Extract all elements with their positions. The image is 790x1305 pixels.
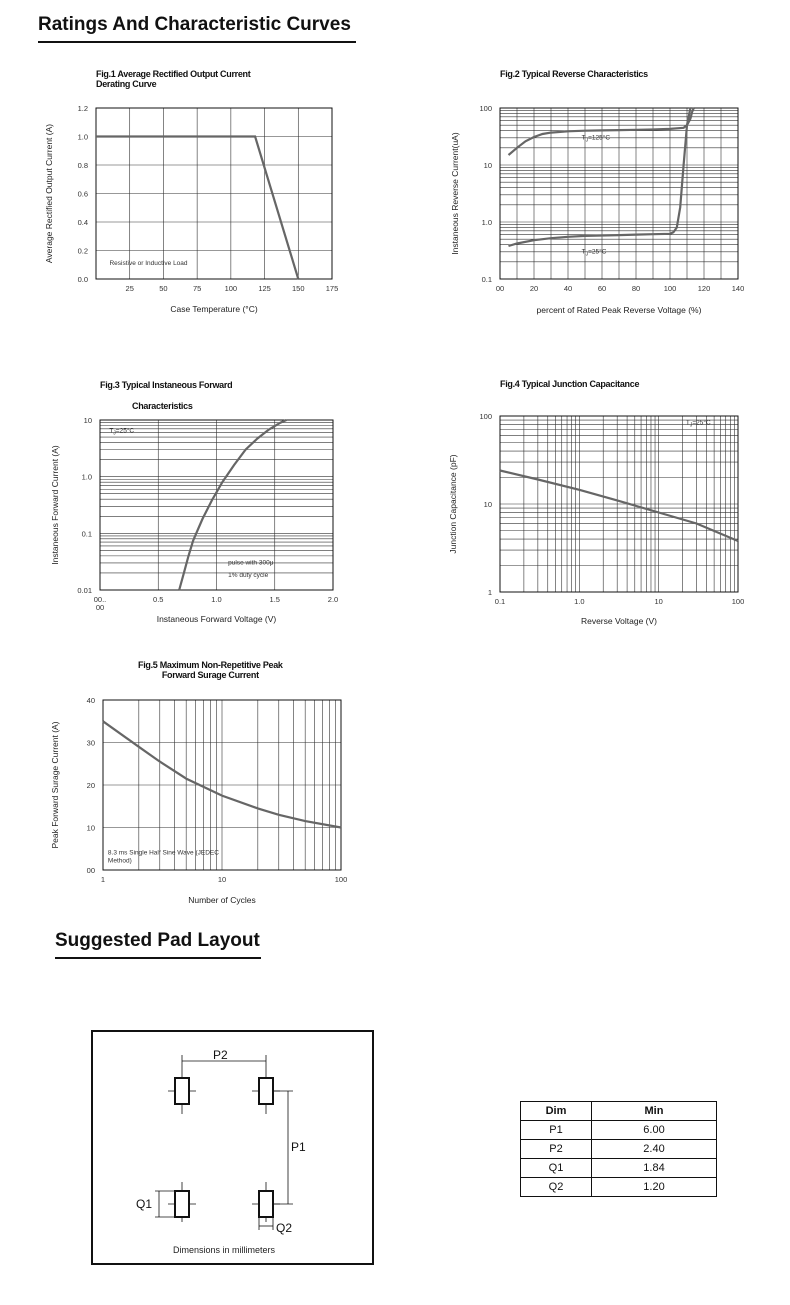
dimension-table [520,1101,717,1197]
y-axis-label: Average Rectified Output Current (A) [44,123,54,264]
pad-bottom-right [259,1191,273,1217]
y-tick-label: 0.6 [77,189,88,199]
table-cell-min: 6.00 [592,1121,717,1140]
pad-top-right [259,1078,273,1104]
y-tick-label: 1 [487,588,492,597]
y-tick-label: 10 [483,500,492,509]
x-tick-label: 10 [217,875,227,884]
y-tick-label: 0.4 [77,218,88,227]
y-tick-label: 1.2 [77,104,88,113]
x-tick-label: 1.0 [574,597,585,606]
table-cell-min: 1.84 [592,1159,717,1178]
y-tick-label: 100 [479,412,492,421]
chart-annotation: $T_J=25^\circ C$ [581,248,607,258]
q1-label: Q1 [136,1197,153,1211]
y-tick-label: 40 [86,696,95,705]
fig3-title-line: Fig.3 Typical Instaneous Forward [100,380,233,390]
x-tick-label: 60 [597,284,607,293]
fig5-title-line: Fig.5 Maximum Non-Repetitive Peak [138,660,283,670]
x-axis-label: Instaneous Forward Voltage (V) [156,614,277,624]
p2-label: P2 [213,1048,228,1062]
y-tick-label: 100 [479,104,492,113]
y-tick-label: 0.1 [481,275,492,284]
y-tick-label: 10 [83,416,92,425]
chart-annotation: Resistive or Inductive Load [109,259,188,267]
x-tick-label: 1.5 [269,595,280,604]
x-axis-label: percent of Rated Peak Reverse Voltage (%) [536,305,702,315]
x-tick-label: 175 [325,284,339,293]
table-row [521,1121,717,1140]
table-cell-min: 2.40 [592,1140,717,1159]
x-tick-label: 25 [125,284,134,293]
chart-annotation: pulse with 300μ [228,559,274,567]
y-tick-label: 0.0 [77,275,88,284]
y-axis-label: Instaneous Reverse Current(uA) [450,132,460,255]
table-cell-dim: Q2 [521,1178,592,1197]
table-row [521,1178,717,1197]
y-axis-label: Instaneous Forward Current (A) [50,445,60,565]
y-tick-label: 1.0 [481,218,492,227]
x-tick-label: 125 [258,284,271,293]
page-title: Ratings And Characteristic Curves [38,14,356,43]
y-tick-label: 00 [86,866,95,875]
table-header-min: Min [592,1102,717,1121]
table-cell-min: 1.20 [592,1178,717,1197]
chart-annotation: Method) [107,857,132,865]
fig5-grid [103,700,341,870]
y-axis-label: Junction Capacitance (pF) [448,454,458,554]
x-tick-label: 75 [192,284,202,293]
table-cell-dim: P1 [521,1121,592,1140]
y-tick-label: 10 [483,161,492,170]
x-tick-label: 0.1 [494,597,506,606]
x-tick-label: 100 [731,597,745,606]
x-tick-label: 0.5 [153,595,164,604]
x-tick-label: 1.0 [211,595,222,604]
chart-annotation: $T_J=25^\circ C$ [109,427,135,437]
y-tick-label: 30 [86,738,95,748]
pad-layout-title: Suggested Pad Layout [55,930,261,959]
y-tick-label: 1.0 [77,132,88,142]
y-tick-label: 0.1 [81,529,92,539]
x-tick-label: 100 [663,284,677,293]
x-tick-label: 10 [654,597,663,606]
fig4-title-line: Fig.4 Typical Junction Capacitance [500,379,640,389]
x-axis-label: Reverse Voltage (V) [580,616,658,626]
y-tick-label: 20 [86,781,95,790]
pad-layout-drawing [93,1032,376,1267]
fig2-title-line: Fig.2 Typical Reverse Characteristics [500,69,648,79]
y-tick-label: 0.2 [77,246,88,256]
chart-annotation: 8.3 ms Single Half Sine Wave (JEDEC [107,849,219,857]
chart-annotation: $T_J=25^\circ C$ [685,419,711,429]
x-tick-label: 00.. 00 [93,595,107,612]
x-tick-label: 100 [224,284,238,293]
fig5-title-line: Forward Surage Current [161,670,259,680]
q2-label: Q2 [276,1221,293,1235]
chart-annotation: 1% duty cycle [228,571,269,579]
y-tick-label: 10 [86,823,95,833]
y-tick-label: 0.01 [77,586,92,595]
x-axis-label: Case Temperature (°C) [170,304,258,314]
y-tick-label: 1.0 [81,472,92,482]
x-tick-label: 120 [697,284,711,293]
table-header-row [521,1102,717,1121]
x-tick-label: 2.0 [327,595,339,604]
pad-top-left [175,1078,189,1104]
y-axis-label: Peak Forward Surage Current (A) [50,721,60,849]
pad-bottom-left [175,1191,189,1217]
p1-label: P1 [291,1140,306,1154]
table-header-dim: Dim [521,1102,592,1121]
table-cell-dim: Q1 [521,1159,592,1178]
fig1-title-line: Derating Curve [96,79,157,89]
table-row [521,1140,717,1159]
y-tick-label: 0.8 [77,161,88,170]
x-tick-label: 40 [563,284,573,293]
x-tick-label: 140 [731,284,745,293]
x-tick-label: 150 [292,284,305,293]
fig3-title-line: Characteristics [132,401,193,411]
x-tick-label: 20 [529,284,539,293]
x-tick-label: 80 [631,284,641,293]
pad-layout-diagram [91,1030,374,1265]
pad-caption: Dimensions in millimeters [172,1245,276,1255]
table-cell-dim: P2 [521,1140,592,1159]
x-tick-label: 50 [159,284,168,293]
x-axis-label: Number of Cycles [188,895,256,905]
x-tick-label: 100 [334,875,348,884]
x-tick-label: 1 [100,875,106,884]
x-tick-label: 00 [495,284,505,293]
table-row [521,1159,717,1178]
fig1-title-line: Fig.1 Average Rectified Output Current [96,69,251,79]
chart-annotation: $T_J=125^\circ C$ [581,134,611,144]
